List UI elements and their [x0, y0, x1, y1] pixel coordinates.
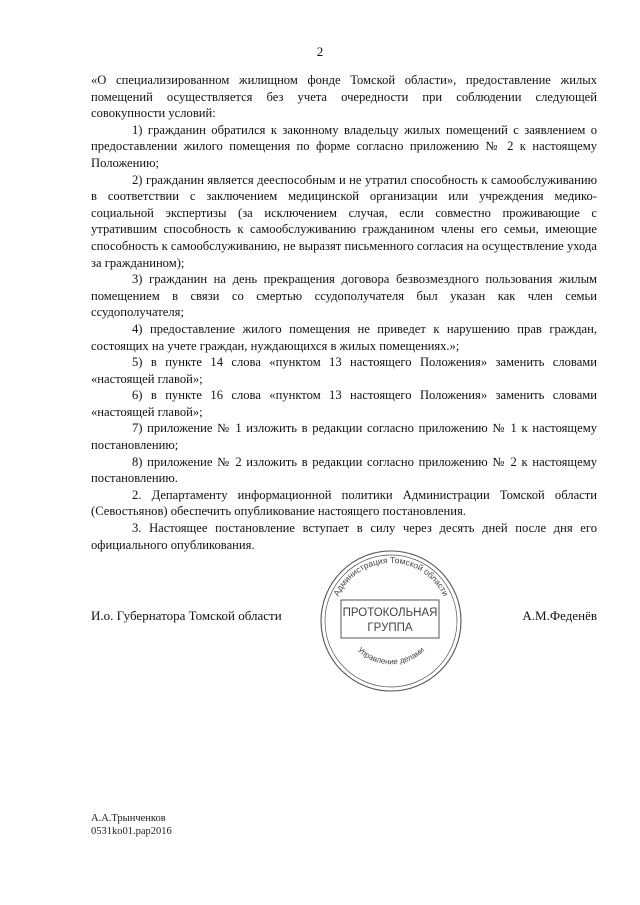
paragraph: 2. Департаменту информационной политики Администрации Томской области (Севостьянов) обеспечить опубликование настоящего постановления. [91, 487, 597, 519]
paragraph: 6) в пункте 16 слова «пунктом 13 настоящего Положения» заменить словами «настоящей главой»; [91, 388, 597, 419]
footer-file-code: 0531ko01.pap2016 [91, 826, 172, 837]
seal-outer-text: Администрация Томской области [331, 554, 451, 598]
signatory-position: И.о. Губернатора Томской области [91, 608, 282, 623]
paragraph: 1) гражданин обратился к законному владельцу жилых помещений с заявлением о предоставлении жилого помещения по форме согласно приложению № 2 к настоящему Положению; [91, 122, 597, 170]
paragraph: 4) предоставление жилого помещения не приведет к нарушению прав граждан, состоящих на учете граждан, нуждающихся в жилых помещениях.»; [91, 321, 597, 353]
seal-center-line-2: ГРУППА [367, 622, 413, 634]
footer-block [91, 812, 172, 838]
official-seal-stamp [311, 548, 471, 694]
seal-bottom-text: Управление делами [355, 645, 427, 667]
paragraph: 2) гражданин является дееспособным и не утратил способность к самообслуживанию в соответствии с заключением медицинской организации или учреждения медико-социальной экспертизы (за исключением случая, если совместно проживающие с утратившим способность к самообслуживанию гражданином члены его семьи, имеющие способность к самообслуживанию, не выразят письменного согласия на осуществление ухода за гражданином); [91, 172, 597, 270]
footer-author: А.А.Трынченков [91, 813, 166, 824]
paragraph: «О специализированном жилищном фонде Томской области», предоставление жилых помещений осуществляется без учета очередности при соблюдении следующей совокупности условий: [91, 73, 597, 121]
page-number: 2 [316, 44, 324, 59]
paragraph: 5) в пункте 14 слова «пунктом 13 настоящего Положения» заменить словами «настоящей главой»; [91, 355, 597, 386]
paragraph: 7) приложение № 1 изложить в редакции согласно приложению № 1 к настоящему постановлению; [91, 421, 597, 453]
paragraph: 8) приложение № 2 изложить в редакции согласно приложению № 2 к настоящему постановлению. [91, 454, 597, 486]
document-body [91, 72, 597, 553]
paragraph: 3) гражданин на день прекращения договора безвозмездного пользования жилым помещением в связи со смертью ссудополучателя был указан как член семьи ссудополучателя; [91, 272, 597, 320]
paragraph: 3. Настоящее постановление вступает в силу через десять дней после дня его официального опубликования. [91, 521, 597, 552]
seal-center-line-1: ПРОТОКОЛЬНАЯ [342, 607, 438, 619]
signatory-name: А.М.Феденёв [522, 608, 597, 623]
